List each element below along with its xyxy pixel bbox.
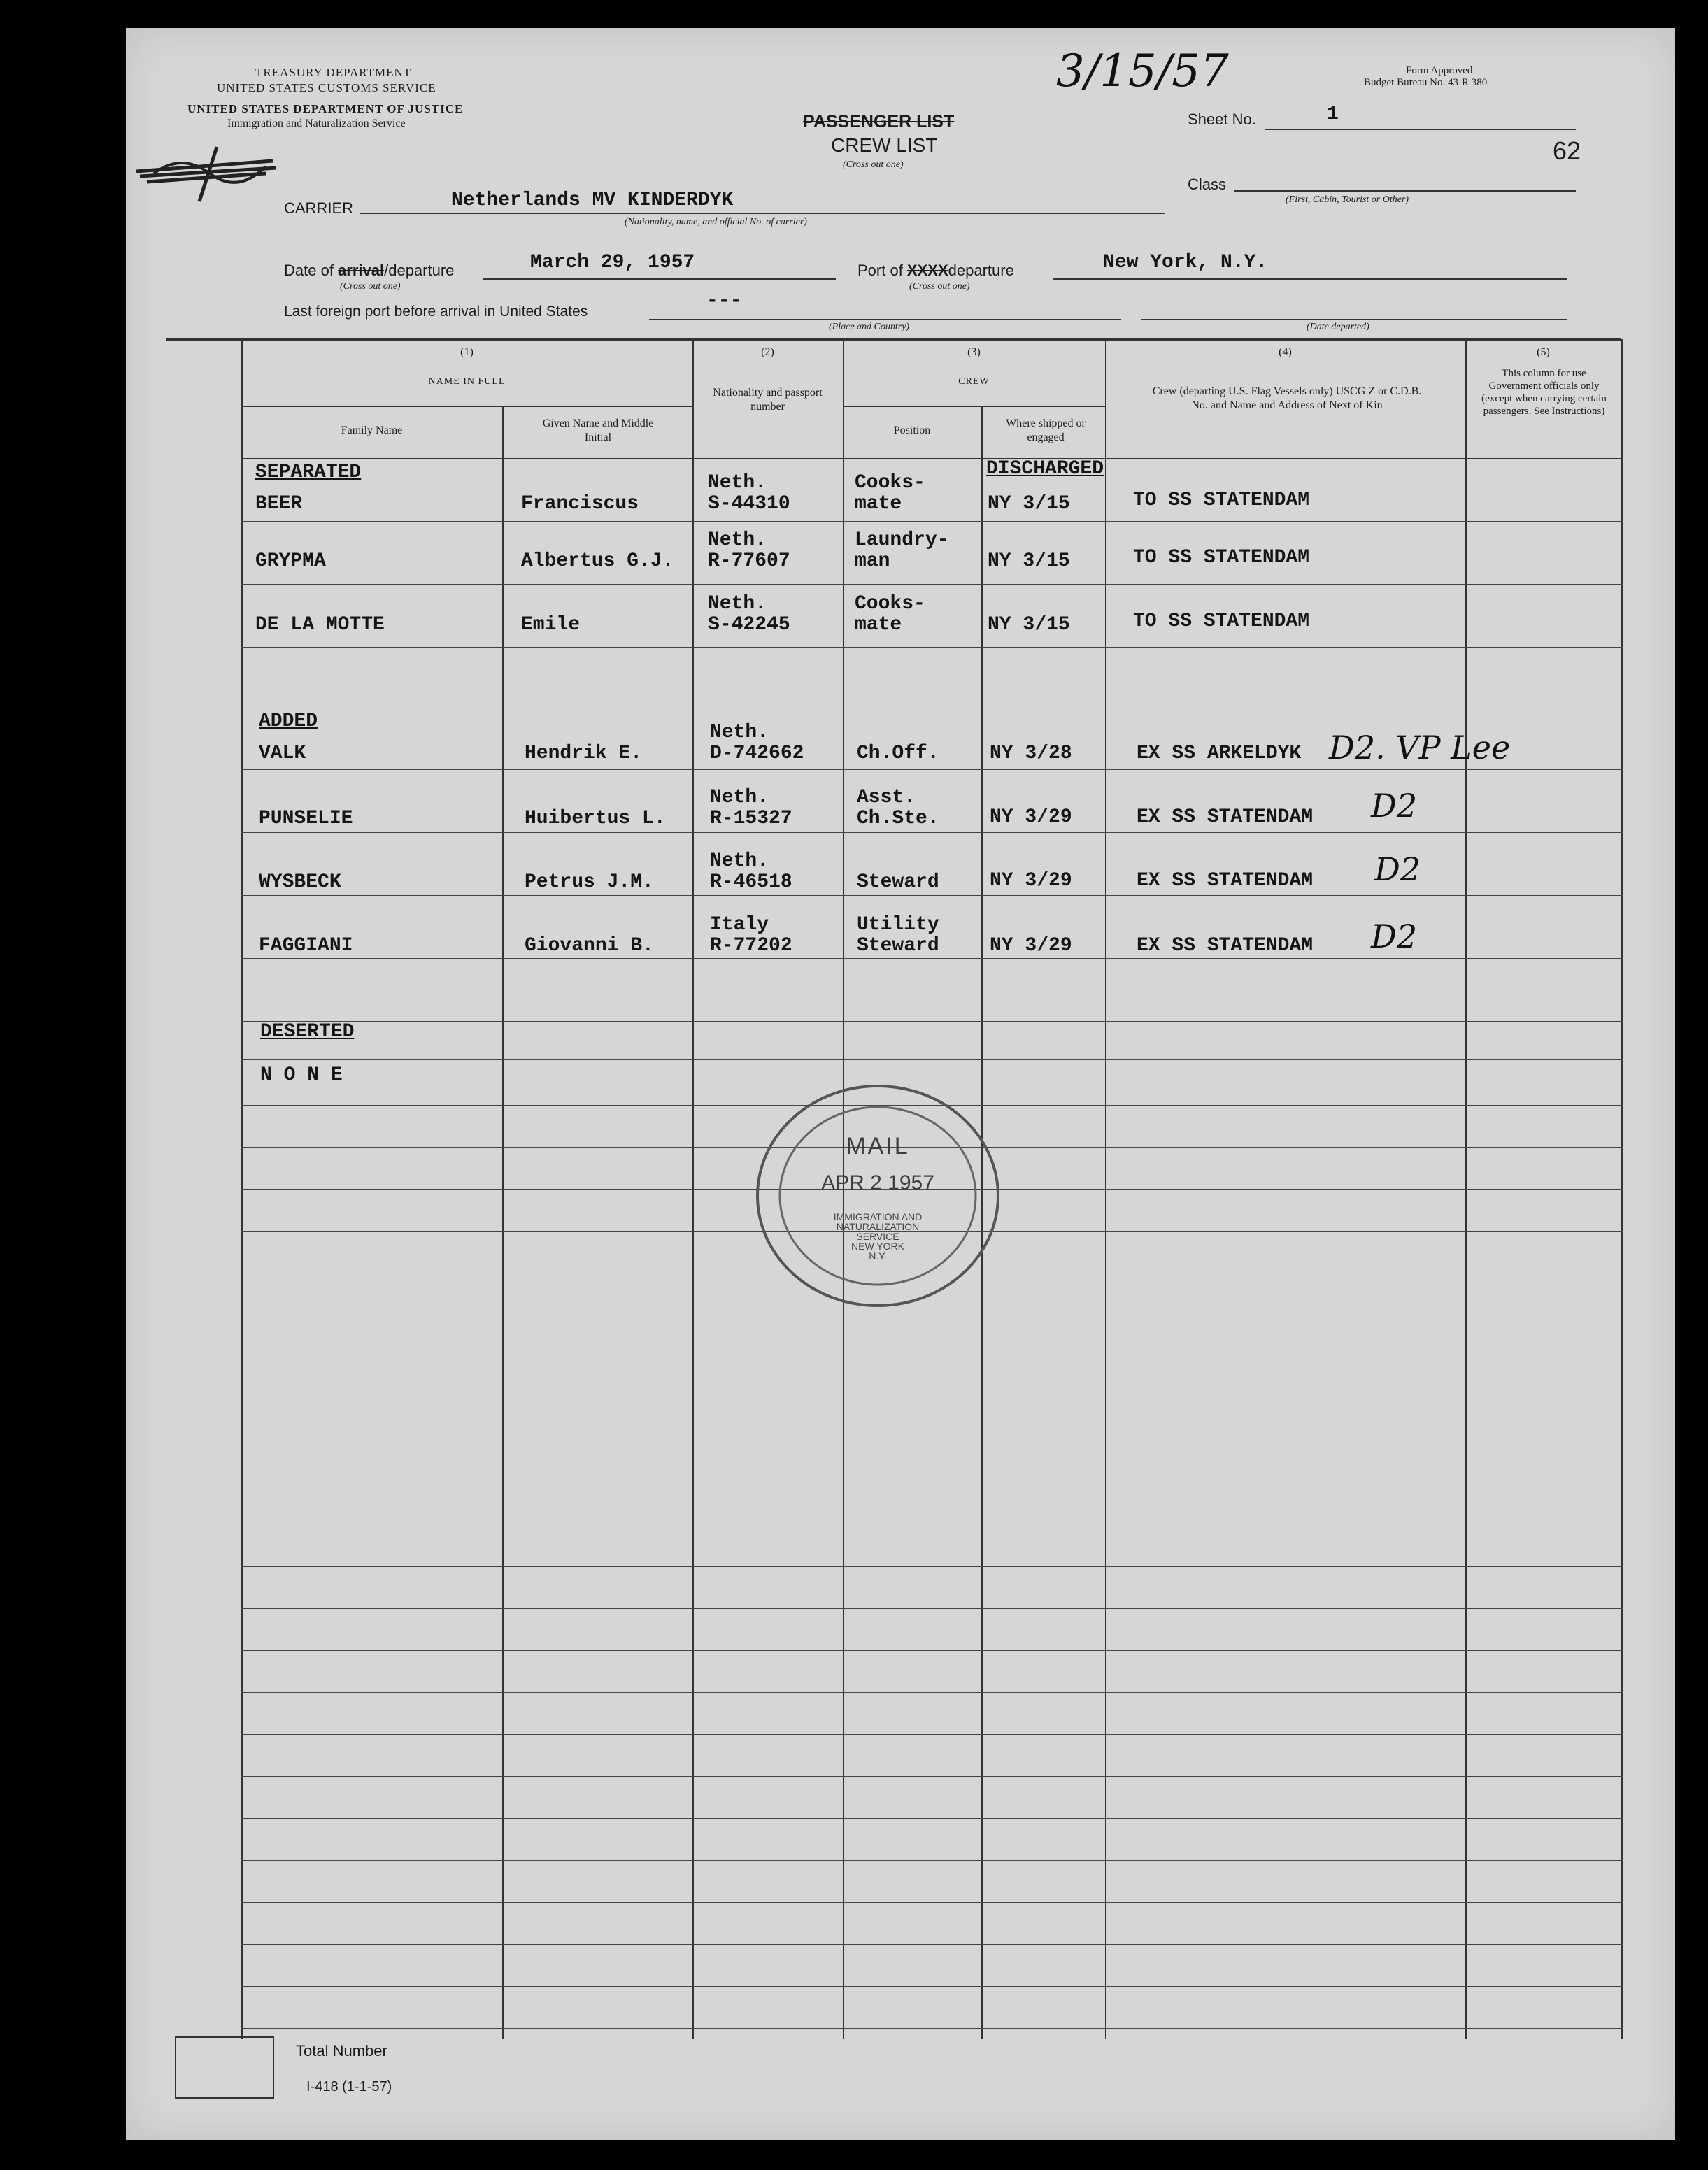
family-name: FAGGIANI — [259, 935, 353, 957]
agency-line-3: UNITED STATES DEPARTMENT OF JUSTICE — [187, 102, 464, 115]
table-rule — [241, 2028, 1623, 2029]
nationality: Neth. — [708, 529, 767, 551]
class-label: Class — [1188, 176, 1227, 193]
carrier-value: Netherlands MV KINDERDYK — [451, 190, 734, 211]
nationality: Neth. — [710, 850, 769, 872]
col2-number: (2) — [761, 346, 774, 358]
family-name: VALK — [259, 743, 306, 764]
where-shipped: NY 3/28 — [990, 743, 1072, 764]
col-position: Position — [893, 424, 931, 436]
table-rule — [241, 521, 1623, 522]
deserted-none: N O N E — [260, 1064, 343, 1086]
col3-number: (3) — [967, 346, 981, 358]
stamp-line-5: N.Y. — [869, 1250, 887, 1262]
next-of-kin: EX SS STATENDAM — [1137, 870, 1314, 892]
col-family-name: Family Name — [341, 424, 403, 436]
form-approved: Form Approved — [1406, 65, 1473, 76]
passport-number: S-42245 — [708, 614, 790, 636]
page-number: 62 — [1553, 136, 1581, 165]
given-name: Franciscus — [521, 493, 639, 515]
position-line-1: Asst. — [857, 787, 916, 808]
passport-number: R-46518 — [710, 871, 792, 893]
nationality: Neth. — [710, 787, 769, 808]
table-rule — [241, 832, 1623, 833]
nationality: Neth. — [708, 593, 767, 615]
col5-number: (5) — [1537, 346, 1550, 358]
table-rule — [241, 584, 1623, 585]
agency-line-1: TREASURY DEPARTMENT — [255, 66, 412, 79]
port-cross-hint: (Cross out one) — [909, 281, 970, 292]
where-shipped: NY 3/29 — [990, 870, 1072, 892]
next-of-kin: TO SS STATENDAM — [1133, 547, 1310, 569]
table-rule — [241, 647, 1623, 648]
position-line-2: mate — [855, 493, 902, 515]
col1-title: NAME IN FULL — [428, 376, 506, 387]
cross-out-hint: (Cross out one) — [843, 159, 904, 170]
position-line-2: Ch.Ste. — [857, 808, 939, 829]
next-of-kin: EX SS STATENDAM — [1137, 806, 1314, 828]
mail-stamp — [752, 1080, 1004, 1311]
table-rule — [241, 1818, 1623, 1819]
given-name: Giovanni B. — [525, 935, 654, 957]
date-value: March 29, 1957 — [530, 252, 695, 273]
table-rule — [241, 1860, 1623, 1861]
stamp-line-2: NATURALIZATION — [836, 1221, 920, 1232]
col5-title: This column for use Government officials only (except when carrying certain passengers. See Instructions) — [1481, 368, 1607, 417]
where-shipped: NY 3/29 — [990, 935, 1072, 957]
where-shipped: NY 3/29 — [990, 806, 1072, 828]
last-port-label: Last foreign port before arrival in United States — [284, 304, 588, 320]
place-hint: (Place and Country) — [829, 322, 910, 332]
given-name: Hendrik E. — [525, 743, 643, 764]
agency-line-4: Immigration and Naturalization Service — [227, 117, 406, 129]
where-shipped: NY 3/15 — [988, 493, 1070, 515]
table-rule — [241, 895, 1623, 896]
handwritten-note: D2 — [1374, 850, 1421, 888]
next-of-kin: EX SS STATENDAM — [1137, 935, 1314, 957]
table-rule — [241, 1776, 1623, 1777]
stamp-line-3: SERVICE — [856, 1231, 899, 1242]
position-line-2: Steward — [857, 935, 939, 957]
passport-number: S-44310 — [708, 493, 790, 515]
nationality: Italy — [710, 914, 769, 936]
family-name: WYSBECK — [259, 871, 341, 893]
stamp-title: MAIL — [846, 1133, 910, 1159]
col-given-name: Given Name and Middle Initial — [542, 417, 654, 443]
table-rule — [241, 1650, 1623, 1651]
next-of-kin: TO SS STATENDAM — [1133, 490, 1310, 511]
col-where-shipped: Where shipped or engaged — [1006, 417, 1086, 443]
section-deserted: DESERTED — [260, 1021, 355, 1043]
given-name: Emile — [521, 614, 581, 636]
passenger-list-struck: PASSENGER LIST — [803, 112, 955, 131]
col3-title: CREW — [958, 376, 990, 387]
table-rule — [241, 1021, 1623, 1022]
stamp-date: APR 2 1957 — [821, 1171, 934, 1194]
total-number-label: Total Number — [296, 2042, 387, 2060]
agency-line-2: UNITED STATES CUSTOMS SERVICE — [217, 81, 436, 94]
given-name: Albertus G.J. — [521, 550, 674, 572]
position-line-1: Cooks- — [855, 472, 925, 494]
passport-number: R-77607 — [708, 550, 790, 572]
stamp-line-1: IMMIGRATION AND — [833, 1211, 923, 1222]
next-of-kin: TO SS STATENDAM — [1133, 611, 1310, 632]
position-line-2: Steward — [857, 871, 939, 893]
section-separated: SEPARATED — [255, 462, 362, 483]
form-number: I-418 (1-1-57) — [306, 2079, 392, 2094]
handwritten-note: D2 — [1371, 918, 1418, 955]
date-label: Date of arrival/departure — [284, 262, 455, 279]
handwritten-date: 3/15/57 — [1056, 45, 1229, 97]
date-cross-hint: (Cross out one) — [340, 281, 401, 292]
table-rule — [241, 769, 1623, 770]
date-departed-hint: (Date departed) — [1307, 322, 1369, 332]
col2-title: Nationality and passport number — [713, 387, 823, 413]
table-rule — [241, 1944, 1623, 1945]
class-hint: (First, Cabin, Tourist or Other) — [1286, 194, 1409, 205]
position-line-1: Utility — [857, 914, 939, 936]
position-line-2: mate — [855, 614, 902, 636]
family-name: BEER — [255, 493, 303, 515]
table-rule — [241, 1608, 1623, 1609]
table-rule — [241, 1059, 1623, 1060]
given-name: Huibertus L. — [525, 808, 666, 829]
family-name: GRYPMA — [255, 550, 326, 572]
handwritten-note: D2 — [1371, 787, 1418, 825]
table-rule — [241, 1986, 1623, 1987]
position-line-2: Ch.Off. — [857, 743, 939, 764]
passport-number: R-15327 — [710, 808, 792, 829]
nationality: Neth. — [710, 722, 769, 743]
carrier-hint: (Nationality, name, and official No. of carrier) — [625, 217, 807, 227]
given-name: Petrus J.M. — [525, 871, 654, 893]
family-name: DE LA MOTTE — [255, 614, 385, 636]
position-line-1: Cooks- — [855, 593, 925, 615]
col1-number: (1) — [460, 346, 474, 358]
carrier-label: CARRIER — [284, 199, 354, 217]
port-value: New York, N.Y. — [1103, 252, 1268, 273]
position-line-1: Laundry- — [855, 529, 949, 551]
position-line-2: man — [855, 550, 890, 572]
sheet-number: 1 — [1327, 103, 1339, 125]
passport-number: R-77202 — [710, 935, 792, 957]
stamp-line-4: NEW YORK — [851, 1241, 904, 1252]
where-shipped: NY 3/15 — [988, 614, 1070, 636]
nationality: Neth. — [708, 472, 767, 494]
port-label: Port of XXXXdeparture — [857, 262, 1014, 279]
where-shipped: NY 3/15 — [988, 550, 1070, 572]
table-rule — [241, 1734, 1623, 1735]
scribble-mark — [133, 140, 301, 203]
total-number-box[interactable] — [175, 2036, 274, 2099]
section-discharged: DISCHARGED — [986, 458, 1104, 480]
stamp-ring — [752, 1080, 1004, 1311]
table-rule — [241, 1566, 1623, 1567]
col4-title: Crew (departing U.S. Flag Vessels only) USCG Z or C.D.B. No. and Name and Address of Next of Kin — [1152, 385, 1422, 411]
family-name: PUNSELIE — [259, 808, 353, 829]
sheet-label: Sheet No. — [1188, 110, 1256, 128]
last-port-value: --- — [706, 290, 742, 312]
table-rule — [241, 1692, 1623, 1693]
section-added: ADDED — [259, 711, 318, 732]
table-rule — [241, 1902, 1623, 1903]
table-rule — [241, 958, 1623, 959]
budget-bureau: Budget Bureau No. 43-R 380 — [1364, 77, 1488, 88]
passport-number: D-742662 — [710, 743, 804, 764]
col4-number: (4) — [1279, 346, 1292, 358]
next-of-kin: EX SS ARKELDYK — [1137, 743, 1302, 764]
crew-list-title: CREW LIST — [831, 134, 938, 156]
handwritten-note: D2. VP Lee — [1329, 729, 1511, 766]
